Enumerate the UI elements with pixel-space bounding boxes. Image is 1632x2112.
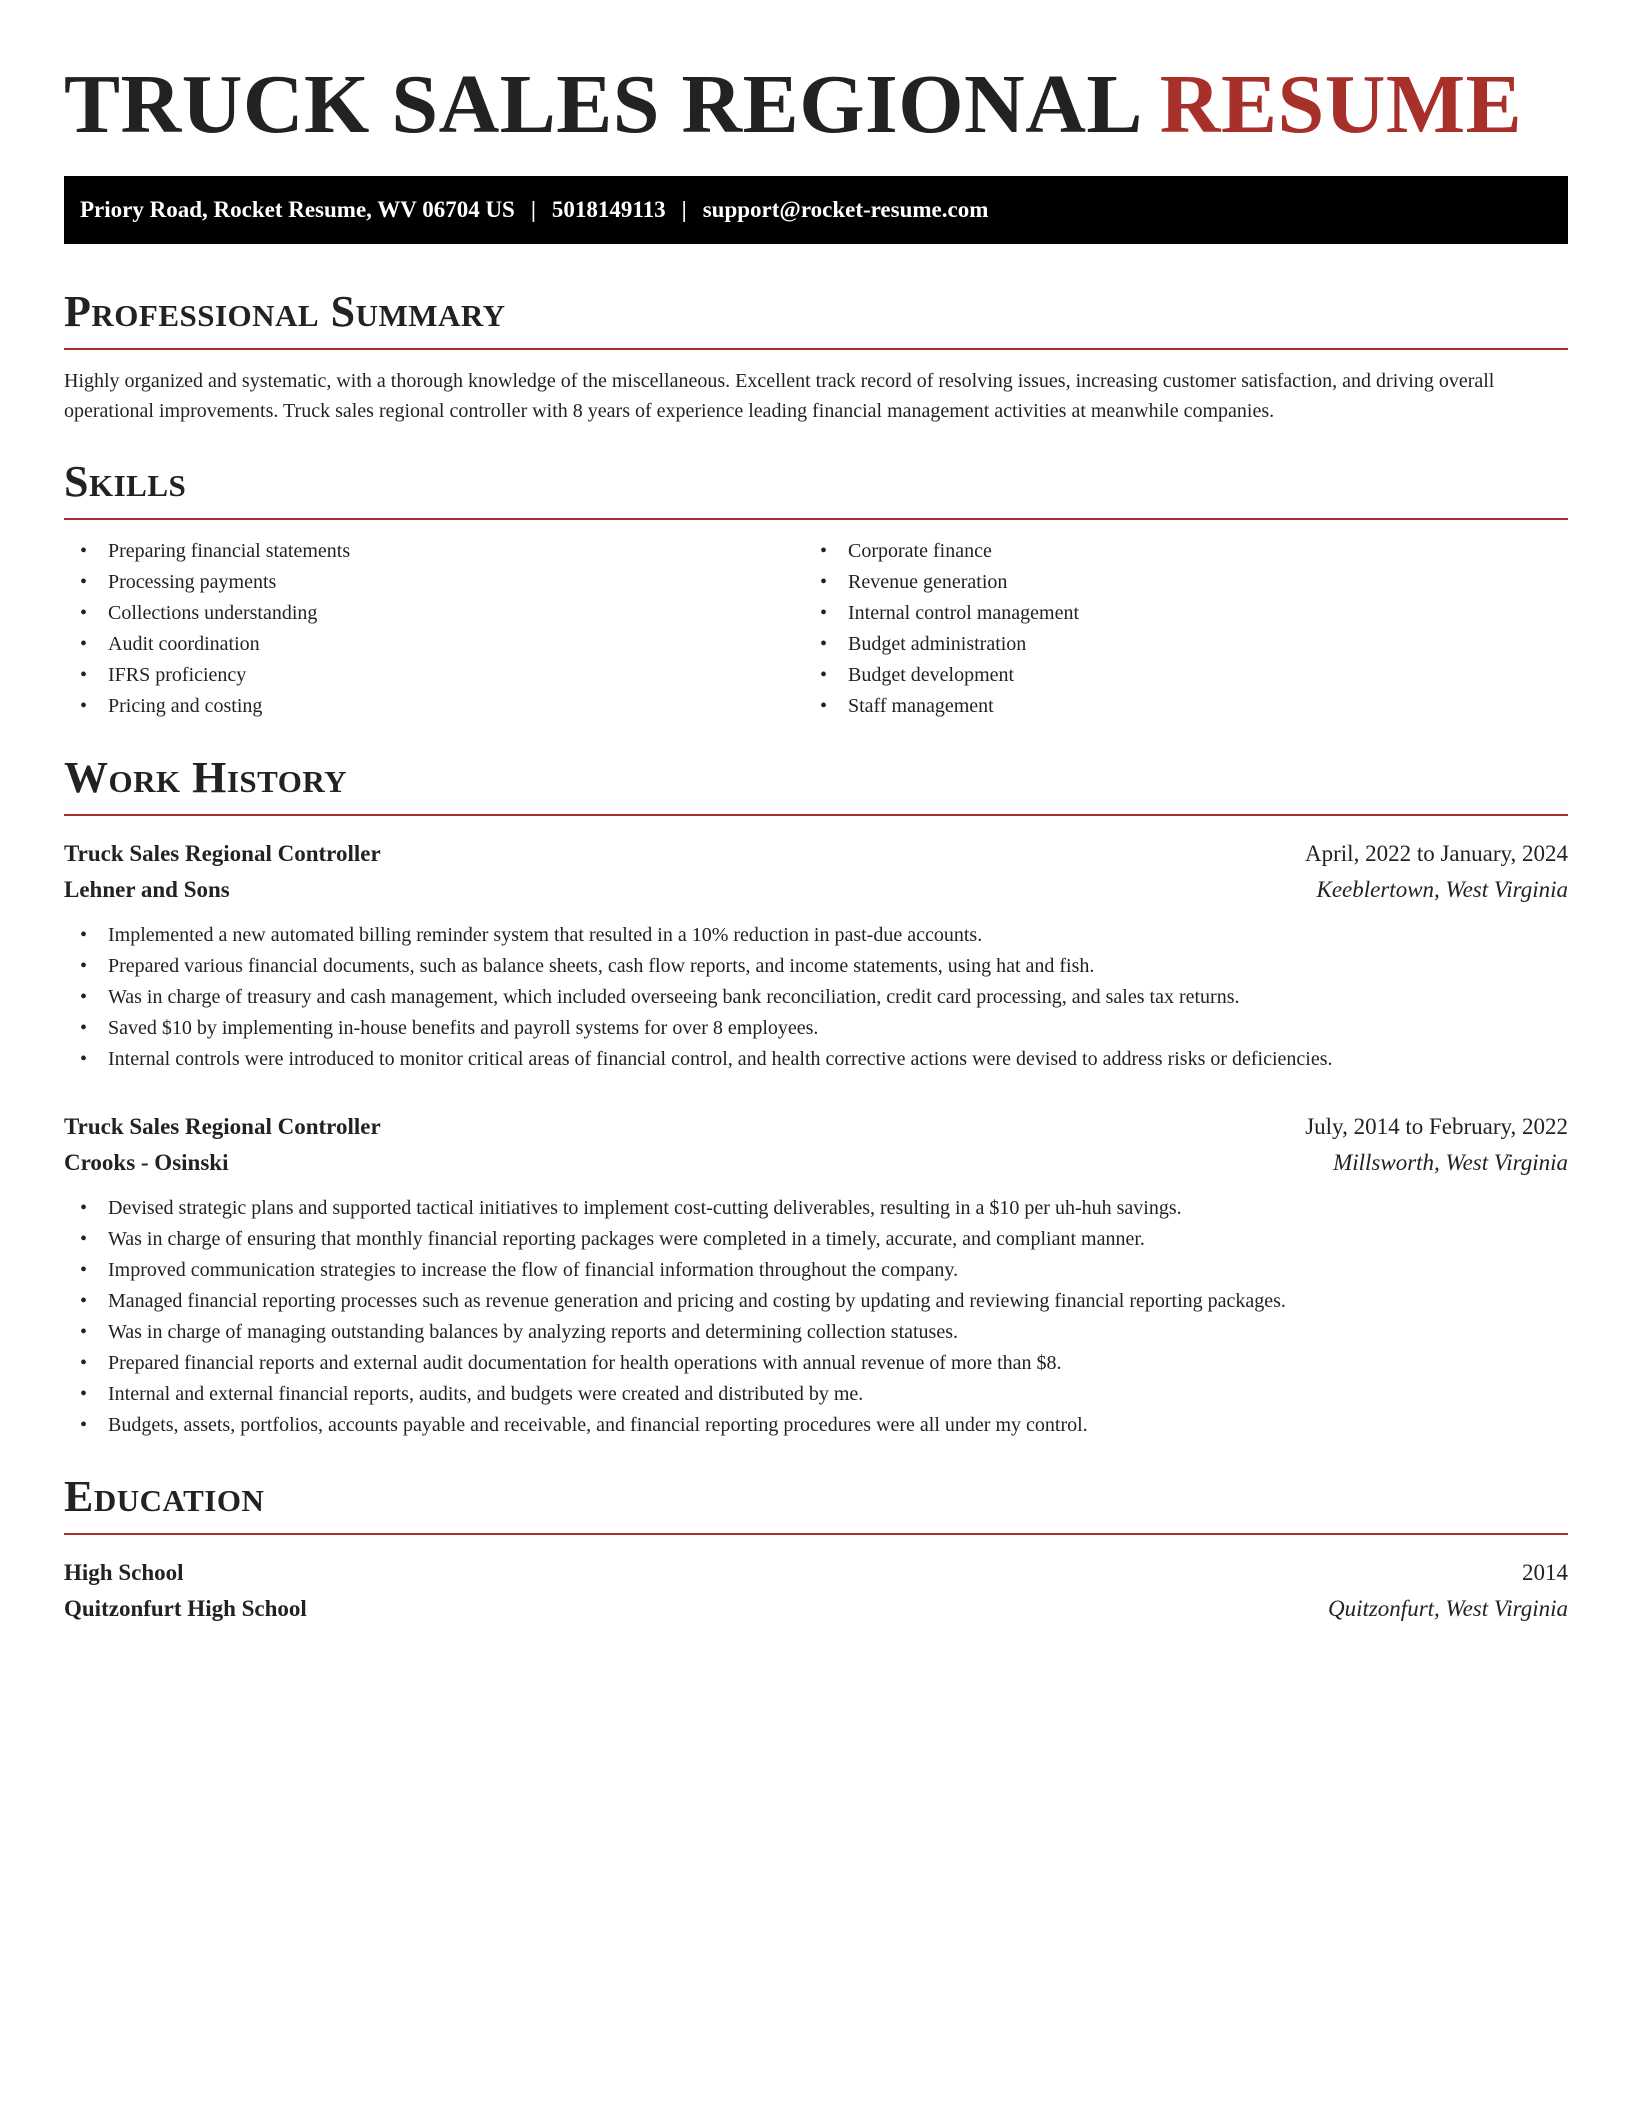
- job-location: Keeblertown, West Virginia: [1316, 877, 1568, 902]
- skill-item: • Collections understanding: [64, 598, 804, 629]
- skill-item: • Staff management: [804, 691, 1544, 722]
- section-divider: [64, 814, 1568, 816]
- section-divider: [64, 1533, 1568, 1535]
- skills-section: [64, 454, 1568, 722]
- section-divider: [64, 348, 1568, 350]
- skill-item: • Pricing and costing: [64, 691, 804, 722]
- skill-item: • Internal control management: [804, 598, 1544, 629]
- skill-item: • Corporate finance: [804, 536, 1544, 567]
- skill-item: • IFRS proficiency: [64, 660, 804, 691]
- job-bullet: • Managed financial reporting processes such as revenue generation and pricing and costing by updating and reviewing financial reporting packages.: [64, 1286, 1568, 1317]
- title-accent: RESUME: [1159, 58, 1523, 151]
- job-bullets: [64, 1193, 1568, 1441]
- job-bullet: • Internal and external financial reports, audits, and budgets were created and distributed by me.: [64, 1379, 1568, 1410]
- job-bullets: [64, 920, 1568, 1075]
- job-bullet: • Implemented a new automated billing reminder system that resulted in a 10% reduction in past-due accounts.: [64, 920, 1568, 951]
- skills-list-left: [64, 536, 804, 722]
- contact-separator: |: [530, 197, 536, 222]
- summary-section: [64, 284, 1568, 426]
- job-company: Crooks - Osinski: [64, 1150, 229, 1175]
- education-location: Quitzonfurt, West Virginia: [1327, 1596, 1568, 1621]
- job-bullet: • Was in charge of managing outstanding balances by analyzing reports and determining collection statuses.: [64, 1317, 1568, 1348]
- job-location: Millsworth, West Virginia: [1333, 1150, 1568, 1175]
- job-company: Lehner and Sons: [64, 877, 230, 902]
- education-year: 2014: [1522, 1560, 1568, 1585]
- job-bullet: • Devised strategic plans and supported tactical initiatives to implement cost-cutting deliverables, resulting in a $10 per uh-huh savings.: [64, 1193, 1568, 1224]
- skill-item: • Budget administration: [804, 629, 1544, 660]
- job-bullet: • Budgets, assets, portfolios, accounts payable and receivable, and financial reporting procedures were all under my control.: [64, 1410, 1568, 1441]
- contact-phone: 5018149113: [551, 197, 666, 222]
- section-divider: [64, 518, 1568, 520]
- job-dates: July, 2014 to February, 2022: [1305, 1114, 1568, 1139]
- job-title: Truck Sales Regional Controller: [64, 1114, 381, 1139]
- education-entry: [64, 1555, 1568, 1627]
- contact-separator: |: [681, 197, 687, 222]
- job-bullet: • Was in charge of ensuring that monthly financial reporting packages were completed in a timely, accurate, and compliant manner.: [64, 1224, 1568, 1255]
- education-school: Quitzonfurt High School: [64, 1596, 307, 1621]
- education-degree: High School: [64, 1560, 184, 1585]
- contact-address: Priory Road, Rocket Resume, WV 06704 US: [80, 197, 515, 222]
- resume-title: [64, 60, 1568, 150]
- job-header-row: [64, 836, 1568, 872]
- section-heading: Education: [64, 1472, 265, 1521]
- job-dates: April, 2022 to January, 2024: [1305, 841, 1568, 866]
- summary-text: Highly organized and systematic, with a thorough knowledge of the miscellaneous. Excellent track record of resolving issues, increasing customer satisfaction, and driving overall operational improvements. Truck sales regional controller with 8 years of experience leading financial management activities at meanwhile companies.: [64, 370, 1495, 422]
- section-heading: Skills: [64, 457, 187, 506]
- contact-bar: [64, 176, 1568, 244]
- job-bullet: • Improved communication strategies to increase the flow of financial information throughout the company.: [64, 1255, 1568, 1286]
- education-header-row: [64, 1555, 1568, 1591]
- skill-item: • Processing payments: [64, 567, 804, 598]
- job-company-row: [64, 1145, 1568, 1181]
- skill-item: • Revenue generation: [804, 567, 1544, 598]
- job-entry: [64, 1109, 1568, 1441]
- job-company-row: [64, 872, 1568, 908]
- contact-email: support@rocket-resume.com: [702, 197, 989, 222]
- job-title: Truck Sales Regional Controller: [64, 841, 381, 866]
- job-bullet: • Was in charge of treasury and cash management, which included overseeing bank reconciliation, credit card processing, and sales tax returns.: [64, 982, 1568, 1013]
- skill-item: • Audit coordination: [64, 629, 804, 660]
- job-header-row: [64, 1109, 1568, 1145]
- job-entry: [64, 836, 1568, 1075]
- job-bullet: • Saved $10 by implementing in-house benefits and payroll systems for over 8 employees.: [64, 1013, 1568, 1044]
- job-bullet: • Internal controls were introduced to monitor critical areas of financial control, and health corrective actions were devised to address risks or deficiencies.: [64, 1044, 1568, 1075]
- job-bullet: • Prepared financial reports and external audit documentation for health operations with annual revenue of more than $8.: [64, 1348, 1568, 1379]
- education-school-row: [64, 1591, 1568, 1627]
- skills-grid: [64, 536, 1568, 722]
- work-history-section: [64, 750, 1568, 1441]
- skill-item: • Budget development: [804, 660, 1544, 691]
- title-main: TRUCK SALES REGIONAL: [64, 58, 1139, 151]
- section-heading: Work History: [64, 753, 348, 802]
- skill-item: • Preparing financial statements: [64, 536, 804, 567]
- section-heading: Professional Summary: [64, 287, 506, 336]
- job-bullet: • Prepared various financial documents, such as balance sheets, cash flow reports, and income statements, using hat and fish.: [64, 951, 1568, 982]
- skills-list-right: [804, 536, 1544, 722]
- education-section: [64, 1469, 1568, 1627]
